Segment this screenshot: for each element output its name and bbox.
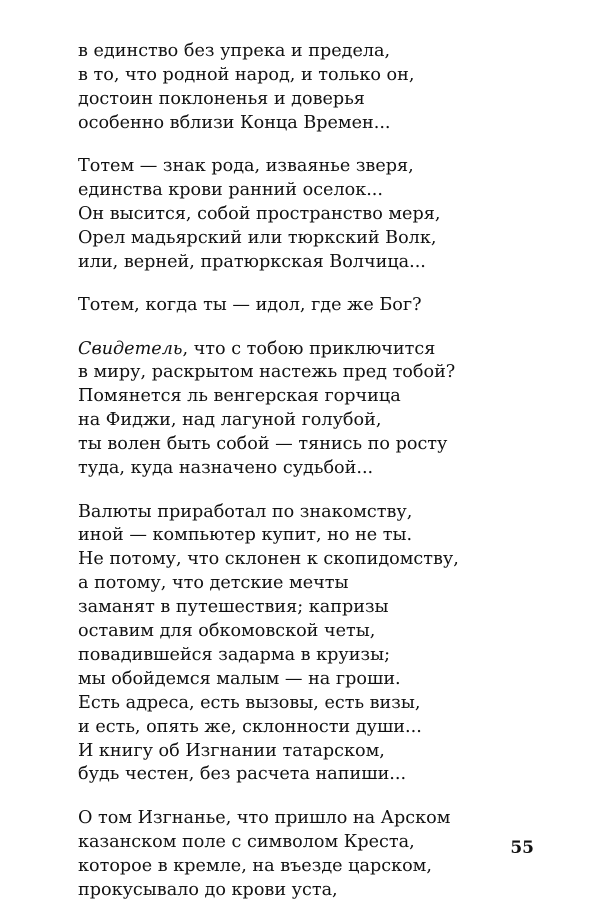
- poem-line: О том Изгнанье, что пришло на Арском: [78, 807, 451, 828]
- poem-line: туда, куда назначено судьбой...: [78, 458, 374, 479]
- poem-line: мы обойдемся малым — на гроши.: [78, 668, 401, 689]
- poem-line: Помянется ль венгерская горчица: [78, 386, 401, 407]
- poem-line: заманят в путешествия; капризы: [78, 597, 389, 618]
- poem-text: [78, 40, 548, 922]
- poem-line: иной — компьютер купит, но не ты.: [78, 525, 413, 546]
- poem-line: оставим для обкомовской четы,: [78, 621, 376, 642]
- stanza-5: [78, 501, 548, 788]
- poem-line: или, верней, пратюркская Волчица...: [78, 251, 426, 272]
- stanza-6: [78, 807, 548, 903]
- poem-line: [78, 338, 548, 362]
- stanza-3: [78, 294, 548, 318]
- poem-line: Не потому, что склонен к скопидомству,: [78, 549, 459, 570]
- page-number: 55: [510, 838, 534, 858]
- poem-line: И книгу об Изгнании татарском,: [78, 740, 385, 761]
- poem-line: Орел мадьярский или тюркский Волк,: [78, 227, 437, 248]
- poem-line: Есть адреса, есть вызовы, есть визы,: [78, 692, 421, 713]
- poem-line: Тотем — знак рода, изваянье зверя,: [78, 156, 414, 177]
- poem-line: ты волен быть собой — тянись по росту: [78, 434, 448, 455]
- stanza-2: [78, 155, 548, 275]
- poem-line: а потому, что детские мечты: [78, 573, 349, 594]
- poem-line: будь честен, без расчета напиши...: [78, 764, 407, 785]
- poem-line: Тотем, когда ты — идол, где же Бог?: [78, 295, 422, 316]
- poem-line: которое в кремле, на въезде царском,: [78, 855, 432, 876]
- stanza-1: [78, 40, 548, 136]
- poem-line: в миру, раскрытом настежь пред тобой?: [78, 362, 456, 383]
- poem-line: в единство без упрека и предела,: [78, 41, 391, 61]
- poem-line: в то, что родной народ, и только он,: [78, 64, 415, 85]
- poem-line: Валюты приработал по знакомству,: [78, 501, 413, 522]
- poem-line: на Фиджи, над лагуной голубой,: [78, 410, 382, 431]
- poem-line: повадившейся задарма в круизы;: [78, 644, 391, 665]
- poem-line: прокусывало до крови уста,: [78, 879, 338, 900]
- stanza-4: [78, 338, 548, 481]
- poem-line-rest: , что с тобою приключится: [182, 338, 436, 359]
- poem-line: достоин поклоненья и доверья: [78, 88, 365, 109]
- poem-line: казанском поле с символом Креста,: [78, 831, 415, 852]
- poem-line: Он высится, собой пространство меря,: [78, 203, 441, 224]
- italic-word: Свидетель: [78, 338, 183, 359]
- poem-line: особенно вблизи Конца Времен...: [78, 112, 391, 133]
- poem-line: единства крови ранний оселок...: [78, 180, 383, 201]
- poem-line: и есть, опять же, склонности души...: [78, 716, 422, 737]
